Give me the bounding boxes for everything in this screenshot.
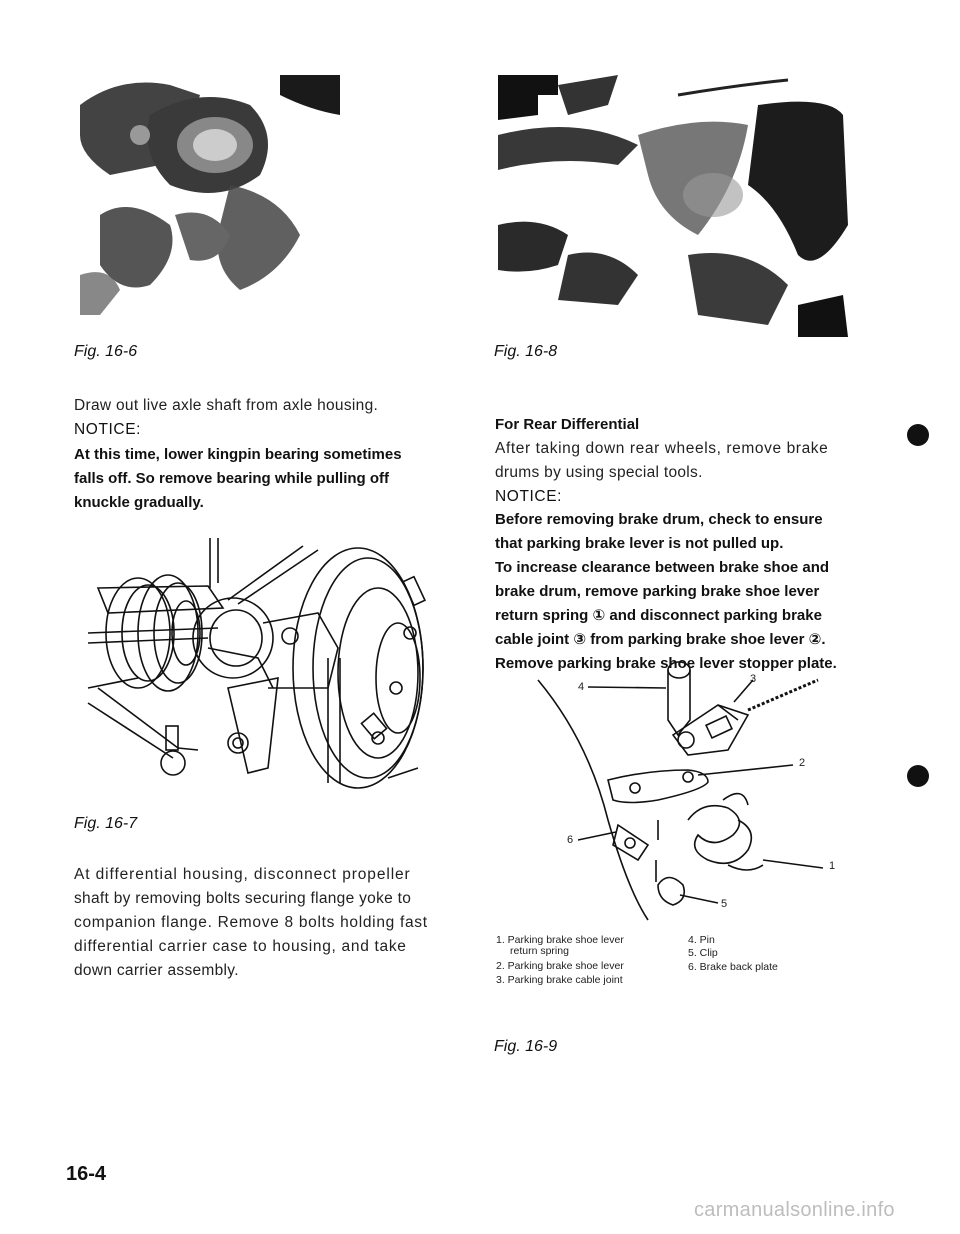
rear-para-line-2: drums by using special tools. xyxy=(495,464,703,481)
fig-16-8-photo xyxy=(498,75,850,337)
notice-line-right-6: cable joint ③ from parking brake shoe lever ②. xyxy=(495,631,826,648)
differential-para-line-2: shaft by removing bolts securing flange yoke to xyxy=(74,890,412,907)
axle-shaft-photo-image xyxy=(80,75,340,315)
legend-item-4: 4. Pin xyxy=(688,934,715,946)
fig9-callout-5: 5 xyxy=(721,898,728,910)
differential-para-line-1: At differential housing, disconnect propeller xyxy=(74,866,411,883)
notice-label-left: NOTICE: xyxy=(74,421,142,438)
fig9-callout-6: 6 xyxy=(567,834,574,846)
fig-16-9-drawing xyxy=(518,660,838,930)
notice-line-right-2: that parking brake lever is not pulled up. xyxy=(495,535,784,552)
fig9-callout-2: 2 xyxy=(799,757,806,769)
footer-watermark: carmanualsonline.info xyxy=(694,1199,895,1221)
axle-shaft-instruction: Draw out live axle shaft from axle housing. xyxy=(74,397,379,414)
fig-16-7-caption: Fig. 16-7 xyxy=(74,815,138,832)
fig9-callout-1: 1 xyxy=(829,860,836,872)
legend-item-1: 1. Parking brake shoe lever xyxy=(496,934,624,946)
fig-16-8-caption: Fig. 16-8 xyxy=(494,343,558,360)
notice-line-right-5: return spring ① and disconnect parking brake xyxy=(495,607,822,624)
fig-16-9-caption: Fig. 16-9 xyxy=(494,1038,558,1055)
legend-item-6: 6. Brake back plate xyxy=(688,961,778,973)
rear-differential-heading: For Rear Differential xyxy=(495,416,640,433)
notice-line-left-1: At this time, lower kingpin bearing sometimes xyxy=(74,446,402,463)
differential-para-line-5: down carrier assembly. xyxy=(74,962,239,979)
page-number: 16-4 xyxy=(66,1163,107,1185)
fig9-callout-3: 3 xyxy=(750,673,757,685)
differential-para-line-3: companion flange. Remove 8 bolts holding fast xyxy=(74,914,428,931)
notice-line-right-1: Before removing brake drum, check to ensure xyxy=(495,511,823,528)
rear-drum-photo-image xyxy=(498,75,850,337)
fig-16-6-caption: Fig. 16-6 xyxy=(74,343,138,360)
notice-line-right-3: To increase clearance between brake shoe and xyxy=(495,559,830,576)
notice-line-left-2: falls off. So remove bearing while pulling off xyxy=(74,470,390,487)
fig-16-7-drawing xyxy=(78,538,438,800)
margin-dot-bottom xyxy=(907,765,929,787)
margin-dot-top xyxy=(907,424,929,446)
knuckle-drawing-image xyxy=(78,538,438,800)
notice-line-right-4: brake drum, remove parking brake shoe lever xyxy=(495,583,820,600)
parking-brake-drawing-image xyxy=(518,660,838,930)
rear-para-line-1: After taking down rear wheels, remove brake xyxy=(495,440,829,457)
notice-line-right-7: Remove parking brake shoe lever stopper plate. xyxy=(495,655,837,672)
legend-item-2: 2. Parking brake shoe lever xyxy=(496,960,624,972)
fig-16-6-photo xyxy=(80,75,340,315)
fig9-callout-4: 4 xyxy=(578,681,585,693)
differential-para-line-4: differential carrier case to housing, and take xyxy=(74,938,407,955)
legend-item-3: 3. Parking brake cable joint xyxy=(496,974,623,986)
legend-item-1-cont: return spring xyxy=(510,945,569,957)
legend-item-5: 5. Clip xyxy=(688,947,718,959)
notice-label-right: NOTICE: xyxy=(495,488,563,505)
notice-line-left-3: knuckle gradually. xyxy=(74,494,204,511)
